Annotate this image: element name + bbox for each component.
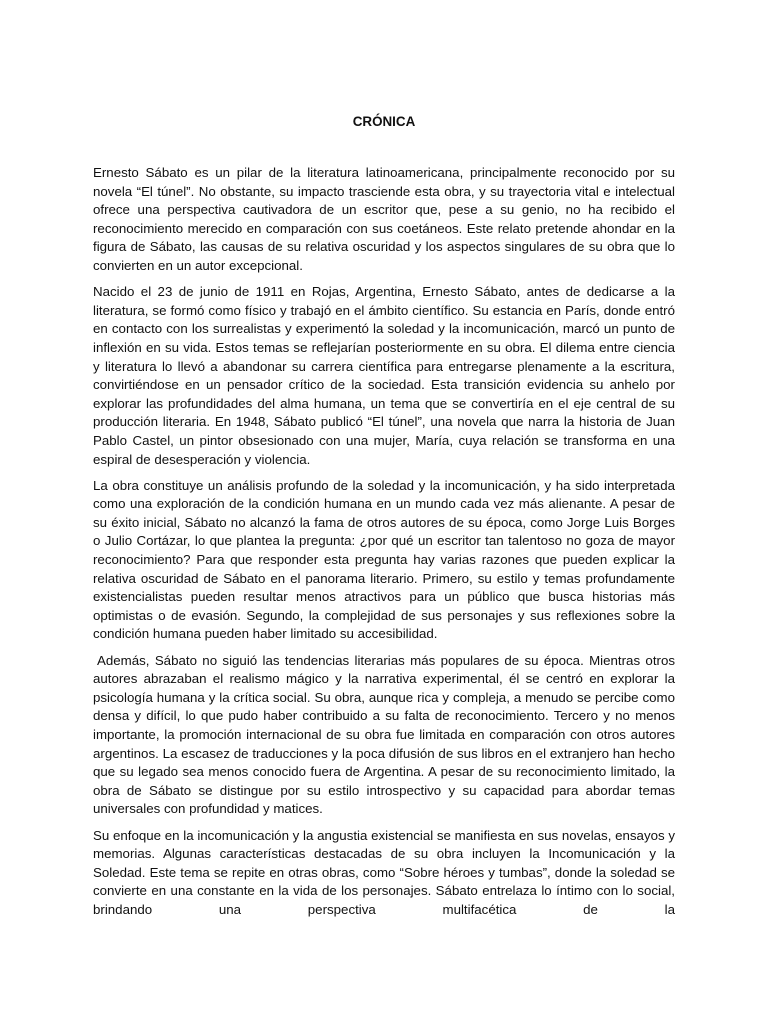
paragraph-literary-context: Además, Sábato no siguió las tendencias literarias más populares de su época. Mientras otros autores abrazaban el realismo mágico y la narrativa experimental, él se centró en explorar la psicología humana y la crítica social. Su obra, aunque rica y compleja, a menudo se percibe como densa y difícil, lo que pudo haber contribuido a su falta de reconocimiento. Tercero y no menos importante, la promoción internacional de su obra fue limitada en comparación con otros autores argentinos. La escasez de traducciones y la poca difusión de sus libros en el extranjero han hecho que su legado sea menos conocido fuera de Argentina. A pesar de su reconocimiento limitado, la obra de Sábato se distingue por su estilo introspectivo y su capacidad para abordar temas universales con profundidad y matices. <box>93 652 675 817</box>
paragraph-analysis: La obra constituye un análisis profundo de la soledad y la incomunicación, y ha sido interpretada como una exploración de la condición humana en un mundo cada vez más alienante. A pesar de su éxito inicial, Sábato no alcanzó la fama de otros autores de su época, como Jorge Luis Borges o Julio Cortázar, lo que plantea la pregunta: ¿por qué un escritor tan talentoso no goza de mayor reconocimiento? Para que responder esta pregunta hay varias razones que pueden explicar la relativa oscuridad de Sábato en el panorama literario. Primero, su estilo y temas profundamente existencialistas pueden resultar menos atractivos para un público que busca historias más optimistas o de evasión. Segundo, la complejidad de sus personajes y sus reflexiones sobre la condición humana pueden haber limitado su accesibilidad. <box>93 477 675 642</box>
paragraph-biography: Nacido el 23 de junio de 1911 en Rojas, Argentina, Ernesto Sábato, antes de dedicarse a la literatura, se formó como físico y trabajó en el ámbito científico. Su estancia en París, donde entró en contacto con los surrealistas y experimentó la soledad y la incomunicación, marcó un punto de inflexión en su vida. Estos temas se reflejarían posteriormente en su obra. El dilema entre ciencia y literatura lo llevó a abandonar su carrera científica para entregarse plenamente a la escritura, convirtiéndose en un pensador crítico de la sociedad. Esta transición evidencia su anhelo por explorar las profundidades del alma humana, un tema que se convertiría en el eje central de su producción literaria. En 1948, Sábato publicó “El túnel”, una novela que narra la historia de Juan Pablo Castel, un pintor obsesionado con una mujer, María, cuya relación se transforma en una espiral de desesperación y violencia. <box>93 284 675 467</box>
paragraph-themes: Su enfoque en la incomunicación y la angustia existencial se manifiesta en sus novelas, ensayos y memorias. Algunas características destacadas de su obra incluyen la Incomunicación y la Soledad. Este tema se repite en otras obras, como “Sobre héroes y tumbas”, donde la soledad se convierte en una constante en la vida de los personajes. Sábato entrelaza lo íntimo con lo social, brindando una perspectiva multifacética de la <box>93 827 675 917</box>
document-body <box>93 164 675 927</box>
document-title: CRÓNICA <box>352 114 416 129</box>
paragraph-intro: Ernesto Sábato es un pilar de la literatura latinoamericana, principalmente reconocido por su novela “El túnel”. No obstante, su impacto trasciende esta obra, y su trayectoria vital e intelectual ofrece una perspectiva cautivadora de un escritor que, pese a su genio, no ha recibido el reconocimiento merecido en comparación con sus coetáneos. Este relato pretende ahondar en la figura de Sábato, las causas de su relativa oscuridad y los aspectos singulares de su obra que lo convierten en un autor excepcional. <box>93 165 675 273</box>
